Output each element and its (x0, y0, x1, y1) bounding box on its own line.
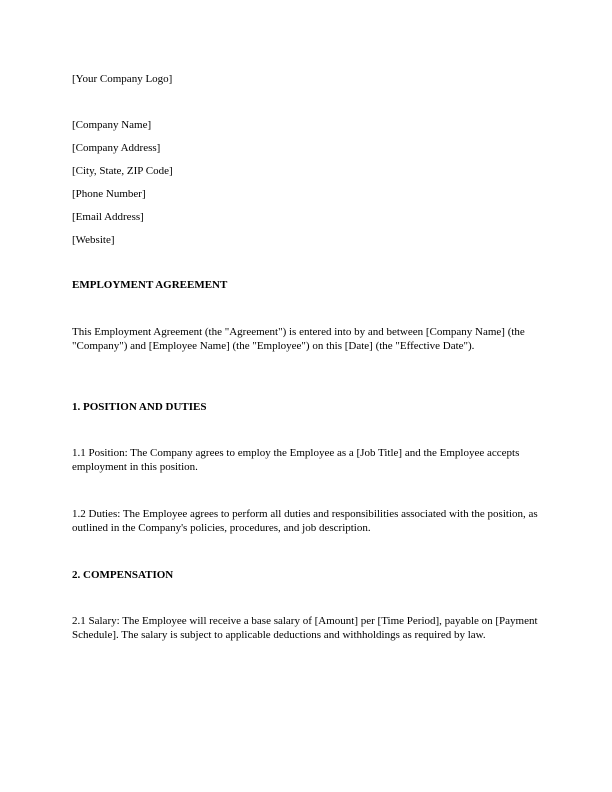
clause-1-2: 1.2 Duties: The Employee agrees to perform all duties and responsibilities associated with the position, as outlined in the Company's policies, procedures, and job description. (72, 508, 538, 534)
phone-number: [Phone Number] (72, 188, 146, 200)
email-address: [Email Address] (72, 211, 144, 223)
company-name: [Company Name] (72, 119, 152, 131)
clause-1-1: 1.1 Position: The Company agrees to employ the Employee as a [Job Title] and the Employee accepts employment in this position. (72, 447, 520, 473)
company-address: [Company Address] (72, 142, 161, 154)
city-state-zip: [City, State, ZIP Code] (72, 165, 173, 177)
clause-2-1: 2.1 Salary: The Employee will receive a base salary of [Amount] per [Time Period], payable on [Payment Schedule]. The salary is subject to applicable deductions and withholdings as required by law. (72, 615, 538, 641)
company-logo-placeholder: [Your Company Logo] (72, 73, 173, 85)
section-1-heading: 1. POSITION AND DUTIES (72, 401, 207, 413)
section-2-heading: 2. COMPENSATION (72, 569, 174, 581)
intro-paragraph: This Employment Agreement (the "Agreement") is entered into by and between [Company Name] (the "Company") and [Employee Name] (the "Employee") on this [Date] (the "Effective Date"). (72, 326, 525, 352)
website: [Website] (72, 234, 115, 246)
company-contact-block (72, 118, 173, 256)
document-title: EMPLOYMENT AGREEMENT (72, 279, 228, 291)
